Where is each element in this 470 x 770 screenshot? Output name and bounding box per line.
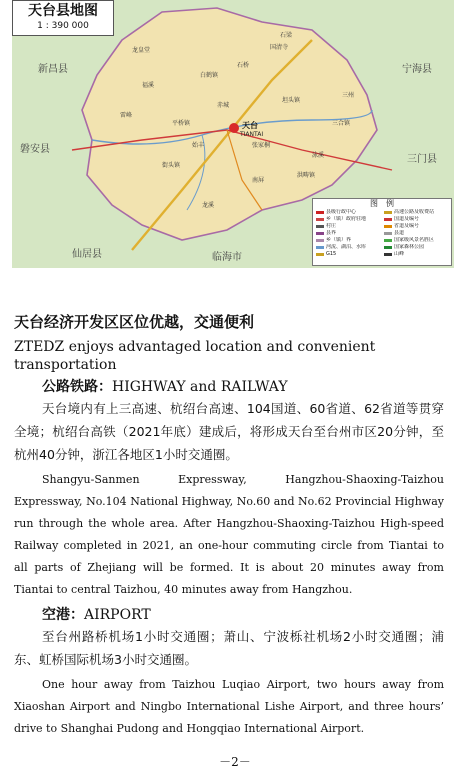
legend-item	[384, 237, 448, 244]
legend-item-label: 国道及编号	[394, 216, 420, 222]
place-label: 福溪	[142, 82, 155, 89]
place-label: 龙溪	[202, 202, 215, 209]
neighbor-label: 新昌县	[38, 64, 68, 75]
legend-swatch	[384, 253, 392, 256]
place-label: 石桥	[237, 62, 250, 69]
legend-item-label: 高速公路及收费站	[394, 209, 435, 215]
legend-swatch	[384, 239, 392, 242]
legend-item-label: 乡（镇）政府驻地	[326, 216, 367, 222]
place-label: 龙皇堂	[132, 47, 151, 54]
place-label: 洪畴镇	[297, 172, 316, 179]
highway-paragraph-zh: 天台境内有上三高速、杭绍台高速、104国道、60省道、62省道等贯穿全境；杭绍台高铁（2021年底）建成后，将形成天台至台州市区20分钟，至杭州40分钟，浙江各地区1小时交通圈。	[14, 401, 444, 462]
place-label: 南屏	[252, 177, 265, 184]
legend-item	[384, 216, 448, 223]
legend-title: 图 例	[370, 199, 394, 208]
place-label: 三州	[342, 92, 355, 99]
legend-swatch	[316, 211, 324, 214]
legend-item	[316, 230, 380, 237]
highway-paragraph-en: Shangyu-Sanmen Expressway, Hangzhou-Shaoxing-Taizhou Expressway, No.104 National Highway, No.60 and No.62 Provincial Highway run through the whole area. After Hangzhou-Shaoxing-Taizhou High-speed Railway completed in 2021, an one-hour commuting circle from Tiantai to all parts of Zhejiang will be formed. It is about 20 minutes away from Tiantai to central Taizhou, 40 minutes away from Hangzhou.	[14, 473, 444, 596]
legend-item	[384, 244, 448, 251]
legend-item	[316, 223, 380, 230]
legend-grid	[313, 209, 451, 258]
place-label: 赤城	[217, 102, 230, 109]
place-label: 三合镇	[332, 120, 351, 127]
page-heading: 天台经济开发区区位优越，交通便利	[14, 313, 255, 331]
county-map	[12, 0, 454, 268]
legend-item-label: 省道及编号	[394, 223, 420, 229]
legend-item-label: 县级行政中心	[326, 209, 357, 215]
place-label: 平桥镇	[172, 120, 191, 127]
place-label: 始丰	[192, 142, 205, 149]
legend-swatch	[316, 246, 324, 249]
legend-item	[316, 251, 380, 258]
legend-item	[316, 216, 380, 223]
legend-item	[384, 230, 448, 237]
page-number: －2－	[219, 755, 251, 769]
neighbor-label: 三门县	[407, 154, 437, 165]
place-label: 雷峰	[120, 112, 133, 119]
place-label: 张家桐	[252, 142, 271, 149]
legend-swatch	[316, 253, 324, 256]
legend-swatch	[384, 218, 392, 221]
map-scale: 1 : 390 000	[37, 21, 89, 31]
content-area	[14, 312, 444, 744]
legend-item-label: 河流、湖泊、水库	[326, 244, 367, 250]
map-title-box	[12, 0, 114, 36]
legend-item-label: G15	[326, 251, 337, 257]
airport-paragraph-en: One hour away from Taizhou Luqiao Airport, two hours away from Xiaoshan Airport and Ningbo International Lishe Airport, and three hours’ drive to Shanghai Pudong and Hongqiao International Airport.	[14, 678, 444, 735]
map-title: 天台县地图	[28, 3, 98, 19]
legend-item	[384, 251, 448, 258]
legend-item-label: 国家级风景名胜区	[394, 237, 435, 243]
place-label: 街头镇	[162, 162, 181, 169]
legend-item-label: 县界	[326, 230, 337, 236]
highway-label-zh: 公路铁路：	[42, 379, 112, 395]
legend-item-label: 村庄	[326, 223, 337, 229]
map-legend	[312, 198, 452, 266]
legend-swatch	[384, 211, 392, 214]
legend-item-label: 县道	[394, 230, 405, 236]
neighbor-label: 仙居县	[72, 249, 102, 260]
airport-label-zh: 空港：	[42, 607, 84, 623]
legend-swatch	[316, 218, 324, 221]
neighbor-label: 宁海县	[402, 64, 432, 75]
legend-swatch	[316, 239, 324, 242]
legend-item	[316, 237, 380, 244]
page-subtitle: ZTEDZ enjoys advantaged location and convenient transportation	[14, 339, 376, 373]
neighbor-label: 磐安县	[20, 144, 50, 155]
place-label: 泳溪	[312, 152, 325, 159]
highway-section-label	[14, 377, 444, 397]
airport-section-label	[14, 605, 444, 625]
legend-item	[316, 209, 380, 216]
legend-item-label: 山峰	[394, 251, 405, 257]
city-label-en: TIANTAI	[240, 131, 264, 138]
highway-label-en: HIGHWAY and RAILWAY	[112, 379, 288, 395]
legend-item	[384, 223, 448, 230]
neighbor-label: 临海市	[212, 252, 242, 263]
airport-paragraph-zh: 至台州路桥机场1小时交通圈；萧山、宁波栎社机场2小时交通圈；浦东、虹桥国际机场3小时交通圈。	[14, 629, 444, 667]
place-label: 坦头镇	[282, 97, 301, 104]
city-label: 天台	[242, 121, 258, 130]
legend-item	[384, 209, 448, 216]
legend-item-label: 乡（镇）界	[326, 237, 352, 243]
place-label: 白鹤镇	[200, 72, 219, 79]
place-label: 国清寺	[270, 44, 289, 51]
legend-swatch	[384, 225, 392, 228]
airport-label-en: AIRPORT	[84, 607, 151, 623]
legend-swatch	[384, 246, 392, 249]
legend-item-label: 国家森林公园	[394, 244, 425, 250]
legend-item	[316, 244, 380, 251]
legend-swatch	[384, 232, 392, 235]
legend-swatch	[316, 232, 324, 235]
place-label: 石梁	[280, 32, 293, 39]
legend-swatch	[316, 225, 324, 228]
county-seat-marker	[229, 123, 239, 133]
